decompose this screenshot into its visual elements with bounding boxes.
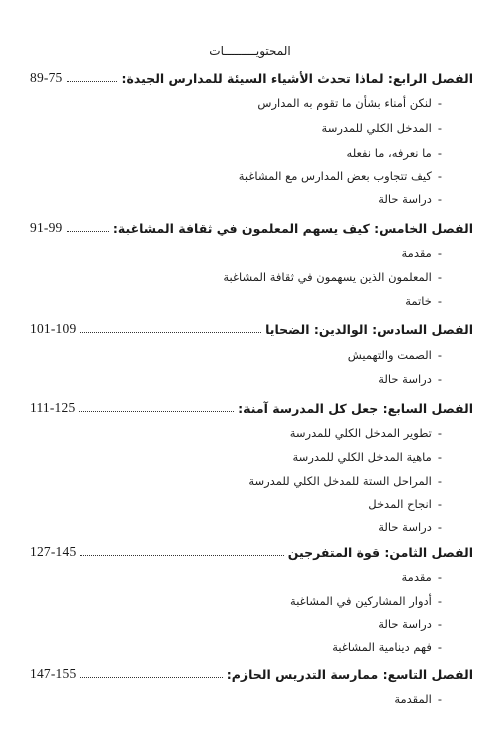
page-title: المحتويـــــــــات	[209, 44, 291, 58]
toc-item: -دراسة حالة	[378, 617, 442, 631]
toc-item: -المقدمة	[394, 692, 442, 706]
toc-item: -فهم دينامية المشاغبة	[332, 640, 442, 654]
toc-item: -ماهية المدخل الكلي للمدرسة	[292, 450, 442, 464]
page-range: 147-155	[30, 666, 77, 681]
dot-leader	[80, 554, 283, 556]
chapter-title: الفصل السابع: جعل كل المدرسة آمنة:	[238, 401, 473, 416]
dot-leader	[67, 80, 118, 82]
page-range: 101-109	[30, 321, 77, 336]
toc-chapter-5	[30, 218, 473, 236]
toc-item: -أدوار المشاركين في المشاغبة	[290, 594, 442, 608]
chapter-title: الفصل الخامس: كيف يسهم المعلمون في ثقافة المشاغبة:	[112, 221, 473, 236]
toc-item: -ما نعرفه، ما نفعله	[346, 146, 442, 160]
toc-item: -دراسة حالة	[378, 520, 442, 534]
chapter-title: الفصل الثامن: قوة المتفرجين	[287, 545, 473, 560]
toc-item: -مقدمة	[401, 246, 442, 260]
chapter-title: الفصل السادس: الوالدين: الضحايا	[265, 322, 473, 337]
toc-item: -انجاح المدخل	[368, 497, 442, 511]
toc-item: -دراسة حالة	[378, 192, 442, 206]
toc-chapter-9	[30, 664, 473, 682]
dot-leader	[79, 410, 234, 412]
toc-chapter-6	[30, 319, 473, 337]
dot-leader	[80, 331, 261, 333]
toc-item: -لنكن أمناء بشأن ما تقوم به المدارس	[257, 96, 442, 110]
toc-item: -المراحل الستة للمدخل الكلي للمدرسة	[248, 474, 442, 488]
toc-item: -دراسة حالة	[378, 372, 442, 386]
toc-item: -المدخل الكلي للمدرسة	[321, 121, 442, 135]
toc-item: -المعلمون الذين يسهمون في ثقافة المشاغبة	[223, 270, 442, 284]
page-range: 91-99	[30, 220, 63, 235]
toc-item: -كيف تتجاوب بعض المدارس مع المشاغبة	[238, 169, 442, 183]
page-range: 127-145	[30, 544, 77, 559]
dot-leader	[80, 676, 222, 678]
page-range: 89-75	[30, 70, 63, 85]
toc-chapter-7	[30, 398, 473, 416]
chapter-title: الفصل التاسع: ممارسة التدريس الحازم:	[226, 667, 473, 682]
dot-leader	[67, 230, 109, 232]
toc-chapter-8	[30, 542, 473, 560]
toc-item: -خاتمة	[405, 294, 442, 308]
toc-item: -تطوير المدخل الكلي للمدرسة	[289, 426, 442, 440]
chapter-title: الفصل الرابع: لماذا تحدث الأشياء السيئة للمدارس الجيدة:	[121, 71, 473, 86]
toc-chapter-4	[30, 68, 473, 86]
toc-item: -مقدمة	[401, 570, 442, 584]
page-range: 111-125	[30, 400, 76, 415]
toc-item: -الصمت والتهميش	[347, 348, 442, 362]
